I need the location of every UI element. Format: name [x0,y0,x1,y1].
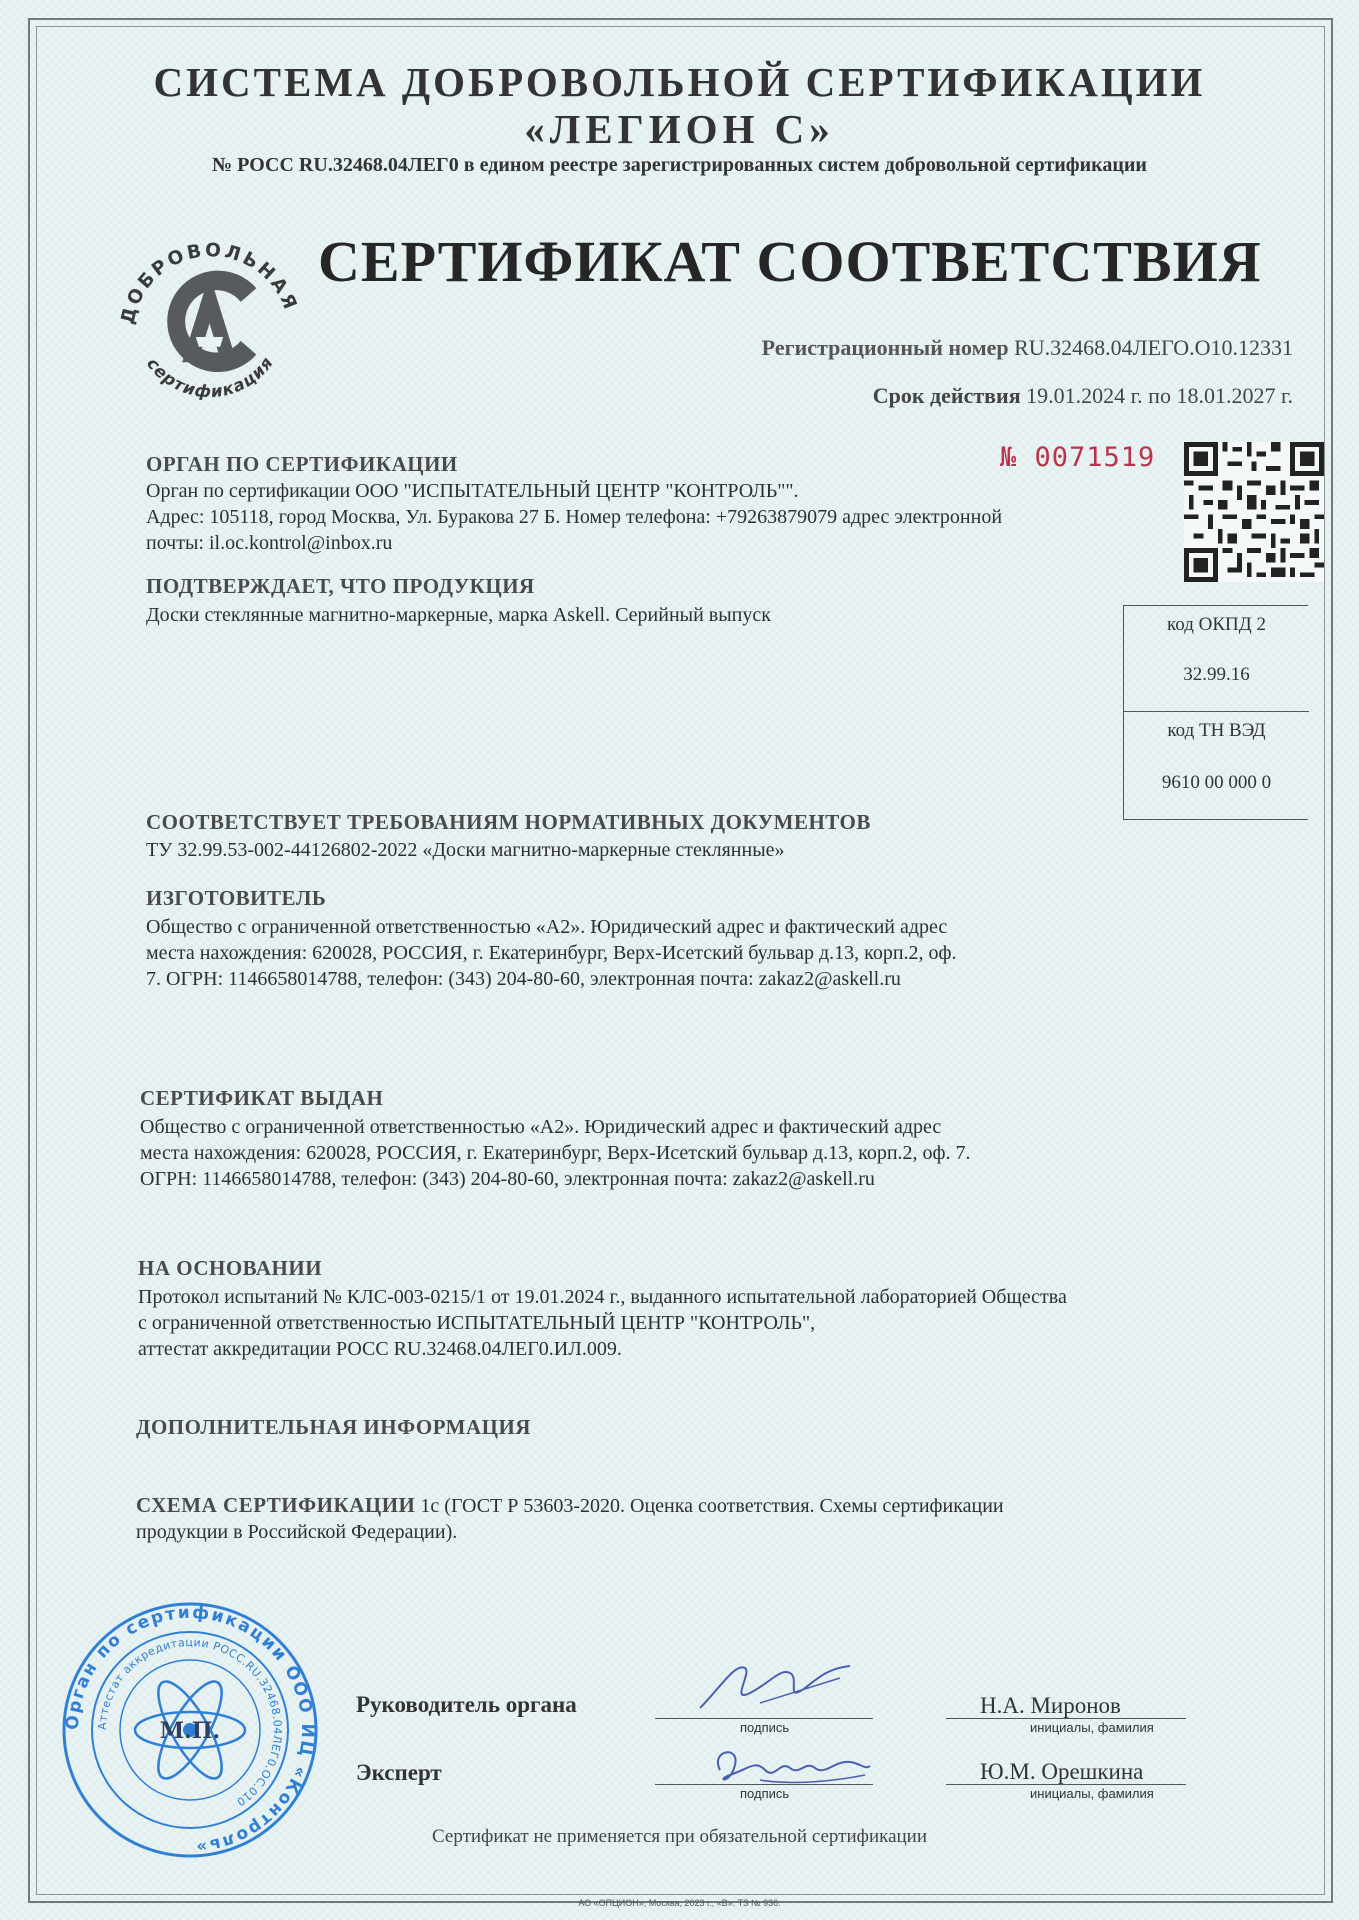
expert-signature [700,1730,880,1800]
stamp-inner-text: Аттестат аккредитации РОСС.RU.32468.04ЛЕГ0.ОС.010 [95,1635,285,1809]
scheme-title: СХЕМА СЕРТИФИКАЦИИ [136,1493,416,1517]
validity-period [873,383,1293,409]
expert-name-line [946,1784,1186,1785]
stamp-outer-text: Орган по сертификации ООО ИЦ «Контроль» [62,1602,318,1858]
codes-divider [1124,711,1309,712]
manufacturer-body [146,914,1086,992]
basis-body [138,1284,1218,1362]
basis-title: НА ОСНОВАНИИ [138,1256,323,1280]
registry-line: № РОСС RU.32468.04ЛЕГ0 в едином реестре зарегистрированных систем добровольной сертификации [212,154,1147,176]
head-name-line [946,1718,1186,1719]
scheme-line: продукции в Российской Федерации). [136,1521,458,1543]
head-sign-line [655,1718,873,1719]
printer-imprint: АО «ОПЦИОН», Москва, 2023 г., «В». ТЗ № 936. [578,1898,781,1908]
registration-value: RU.32468.04ЛЕГО.О10.12331 [1014,335,1293,360]
head-name-caption: инициалы, фамилия [1030,1720,1154,1735]
cs-monogram-logo [112,218,307,413]
validity-value: 19.01.2024 г. по 18.01.2027 г. [1026,383,1293,408]
okpd-label: код ОКПД 2 [1167,614,1266,635]
product-body [146,602,771,628]
manufacturer-line: Общество с ограниченной ответственностью «А2». Юридический адрес и фактический адрес [146,916,948,938]
organ-line: почты: il.oc.kontrol@inbox.ru [146,532,393,554]
issued-title: СЕРТИФИКАТ ВЫДАН [140,1086,384,1110]
head-name: Н.А. Миронов [980,1693,1121,1718]
issued-line: места нахождения: 620028, РОССИЯ, г. Екатеринбург, Верх-Исетский бульвар д.13, корп.2, оф. 7. [140,1142,971,1164]
manufacturer-line: 7. ОГРН: 1146658014788, телефон: (343) 204-80-60, электронная почта: zakaz2@askell.ru [146,968,901,990]
codes-table [1123,605,1308,820]
registration-number [762,335,1293,361]
tnved-value: 9610 00 000 0 [1161,772,1272,793]
expert-sign-caption: подпись [740,1786,790,1801]
qr-code-icon [1184,442,1324,582]
system-name: «ЛЕГИОН С» [524,106,835,152]
issued-body [140,1114,1100,1192]
norms-line: ТУ 32.99.53-002-44126802-2022 «Доски магнитно-маркерные стеклянные» [146,839,785,861]
head-signature [690,1648,860,1728]
product-title: ПОДТВЕРЖДАЕТ, ЧТО ПРОДУКЦИЯ [146,574,535,598]
system-title: СИСТЕМА ДОБРОВОЛЬНОЙ СЕРТИФИКАЦИИ [153,59,1206,105]
okpd-value: 32.99.16 [1183,664,1250,685]
head-role: Руководитель органа [356,1692,577,1717]
logo-top-text: ДОБРОВОЛЬНАЯ [117,239,302,327]
product-line: Доски стеклянные магнитно-маркерные, марка Askell. Серийный выпуск [146,604,771,626]
official-stamp [60,1600,320,1860]
certificate-title: СЕРТИФИКАТ СООТВЕТСТВИЯ [318,229,1262,294]
norms-body [146,837,785,863]
registration-label: Регистрационный номер [761,335,1009,360]
issued-line: Общество с ограниченной ответственностью «А2». Юридический адрес и фактический адрес [140,1116,942,1138]
organ-line: Орган по сертификации ООО "ИСПЫТАТЕЛЬНЫЙ ЦЕНТР "КОНТРОЛЬ"". [146,480,799,502]
expert-name: Ю.М. Орешкина [980,1759,1144,1784]
logo-bottom-text: сертификация [143,352,278,402]
basis-line: аттестат аккредитации РОСС RU.32468.04ЛЕГ0.ИЛ.009. [138,1338,622,1360]
organ-title: ОРГАН ПО СЕРТИФИКАЦИИ [146,452,458,476]
expert-sign-line [655,1784,873,1785]
tnved-label: код ТН ВЭД [1167,720,1266,741]
scheme-text: 1с (ГОСТ Р 53603-2020. Оценка соответствия. Схемы сертификации [415,1495,1004,1517]
scheme-body [136,1492,1196,1545]
serial-number: № 0071519 [1000,442,1156,473]
organ-body [146,478,1002,556]
organ-line: Адрес: 105118, город Москва, Ул. Буракова 27 Б. Номер телефона: +79263879079 адрес электронной [146,506,1003,528]
expert-name-caption: инициалы, фамилия [1030,1786,1154,1801]
additional-title: ДОПОЛНИТЕЛЬНАЯ ИНФОРМАЦИЯ [136,1415,531,1439]
manufacturer-line: места нахождения: 620028, РОССИЯ, г. Екатеринбург, Верх-Исетский бульвар д.13, корп.2, оф. [146,942,957,964]
scheme-line [136,1492,1196,1519]
norms-title: СООТВЕТСТВУЕТ ТРЕБОВАНИЯМ НОРМАТИВНЫХ ДОКУМЕНТОВ [146,810,871,834]
head-sign-caption: подпись [740,1720,790,1735]
basis-line: с ограниченной ответственностью ИСПЫТАТЕЛЬНЫЙ ЦЕНТР "КОНТРОЛЬ", [138,1312,816,1334]
manufacturer-title: ИЗГОТОВИТЕЛЬ [146,886,327,910]
footer-note: Сертификат не применяется при обязательной сертификации [431,1826,928,1847]
basis-line: Протокол испытаний № КЛС-003-0215/1 от 19.01.2024 г., выданного испытательной лабораторией Общества [138,1286,1067,1308]
validity-label: Срок действия [872,383,1021,408]
issued-line: ОГРН: 1146658014788, телефон: (343) 204-80-60, электронная почта: zakaz2@askell.ru [140,1168,875,1190]
stamp-center-text: М.П. [159,1718,221,1744]
expert-role: Эксперт [356,1760,442,1785]
